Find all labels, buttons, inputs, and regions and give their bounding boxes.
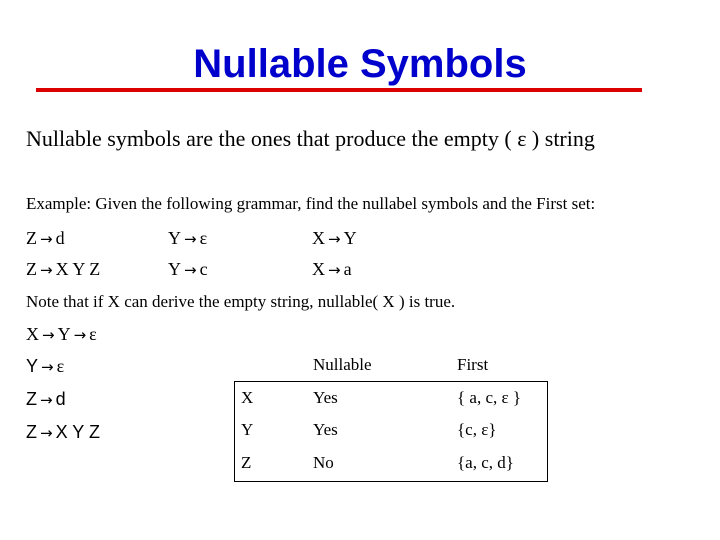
grammar-production-y-epsilon xyxy=(168,226,207,251)
arrow-icon: → xyxy=(328,230,341,248)
table-row-y-nullable: Yes xyxy=(313,420,338,439)
arrow-icon: → xyxy=(40,391,53,409)
production-lhs: Y xyxy=(26,356,39,376)
production-lhs: X xyxy=(312,259,325,279)
production-lhs: Z xyxy=(26,389,37,409)
production-rhs: Y xyxy=(343,228,357,248)
table-row-y-symbol: Y xyxy=(241,420,254,439)
grammar-production-x-y xyxy=(312,226,357,251)
side-production-z-d xyxy=(26,387,66,412)
derivation-symbol: X xyxy=(26,324,39,344)
production-lhs: Y xyxy=(168,259,181,279)
grammar-production-z-d xyxy=(26,226,65,251)
arrow-icon: → xyxy=(40,230,53,248)
intro-text: Nullable symbols are the ones that produce the empty ( ε ) string xyxy=(26,126,595,151)
arrow-icon: → xyxy=(41,358,54,376)
table-row-x-first: { a, c, ε } xyxy=(457,388,522,407)
table-row-x-symbol: X xyxy=(241,388,254,407)
derivation-symbol: Y xyxy=(57,324,71,344)
title-underline xyxy=(36,88,642,92)
table-row-y-first: {c, ε} xyxy=(457,420,497,439)
production-rhs: d xyxy=(55,389,66,409)
side-production-z-xyz xyxy=(26,420,100,445)
example-text: Example: Given the following grammar, find the nullabel symbols and the First set: xyxy=(26,194,596,213)
production-rhs: X Y Z xyxy=(55,259,101,279)
production-lhs: Z xyxy=(26,259,37,279)
derivation-symbol: ε xyxy=(89,324,97,344)
arrow-icon: → xyxy=(184,261,197,279)
header-nullable: Nullable xyxy=(313,355,372,374)
production-rhs: X Y Z xyxy=(55,422,100,442)
arrow-icon: → xyxy=(184,230,197,248)
production-lhs: Z xyxy=(26,228,37,248)
nullable-note: Note that if X can derive the empty string, nullable( X ) is true. xyxy=(26,292,456,311)
production-rhs: ε xyxy=(199,228,208,248)
production-rhs: d xyxy=(55,228,65,248)
table-row-x-nullable: Yes xyxy=(313,388,338,407)
arrow-icon: → xyxy=(42,326,55,344)
arrow-icon: → xyxy=(40,424,53,442)
slide-title: Nullable Symbols xyxy=(193,42,527,86)
table-row-z-symbol: Z xyxy=(241,453,252,472)
production-lhs: Y xyxy=(168,228,181,248)
grammar-production-x-a xyxy=(312,257,352,282)
side-production-y-epsilon xyxy=(26,354,64,379)
table-row-z-nullable: No xyxy=(313,453,334,472)
arrow-icon: → xyxy=(73,326,87,344)
grammar-production-z-xyz xyxy=(26,257,100,282)
production-lhs: X xyxy=(312,228,325,248)
grammar-production-y-c xyxy=(168,257,208,282)
table-row-z-first: {a, c, d} xyxy=(457,453,514,472)
header-first: First xyxy=(457,355,489,374)
production-lhs: Z xyxy=(26,422,37,442)
production-rhs: a xyxy=(343,259,352,279)
arrow-icon: → xyxy=(328,261,341,279)
arrow-icon: → xyxy=(40,261,53,279)
production-rhs: c xyxy=(199,259,208,279)
derivation-chain xyxy=(26,322,97,347)
production-rhs: ε xyxy=(56,356,65,376)
